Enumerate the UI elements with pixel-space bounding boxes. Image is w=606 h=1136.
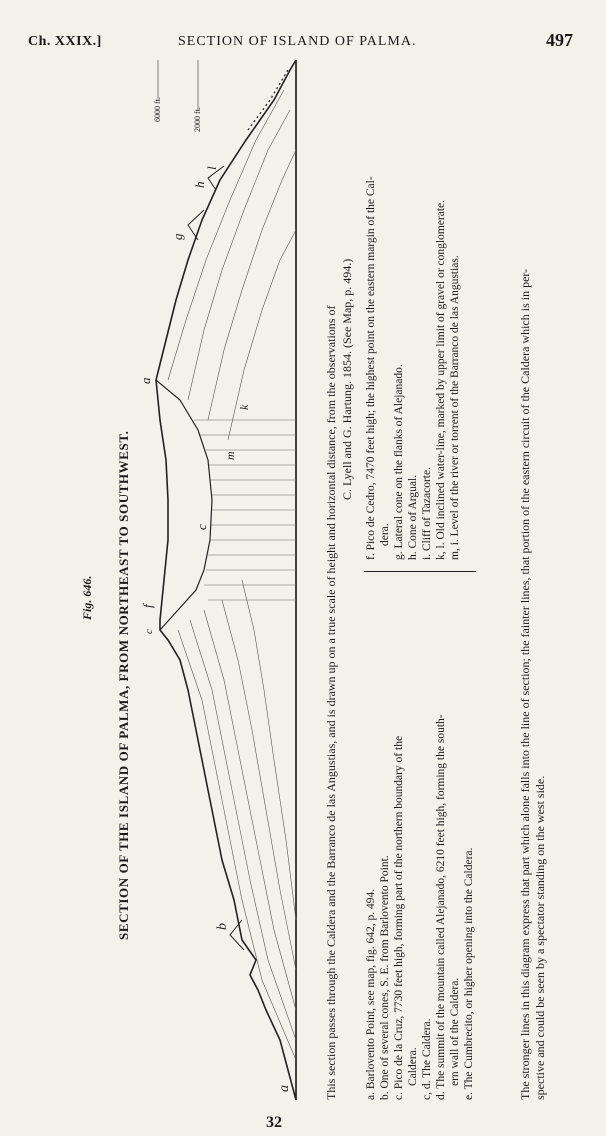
- label-c: c: [143, 629, 155, 634]
- signature-mark: 32: [266, 1114, 282, 1131]
- section-diagram: [138, 60, 308, 1100]
- legend-left-item: a. Barlovento Point, see map, fig. 642, p. 494.: [365, 888, 377, 1100]
- legend-right-item: m, i. Level of the river or torrent of the Barranco de las Angustias.: [449, 255, 461, 560]
- label-m: m: [223, 451, 237, 460]
- label-h: h: [192, 181, 207, 188]
- legend-left-item: c, d. The Caldera.: [421, 1018, 433, 1100]
- figure-label: Fig. 646.: [80, 575, 94, 620]
- description-line-1: This section passes through the Caldera and the Barranco de las Angustias, and is drawn up on a true scale of height and horizontal distance, from the observations of: [324, 305, 338, 1100]
- legend-left-item: Caldera.: [407, 1047, 419, 1086]
- legend-right-item: f. Pico de Cedro, 7470 feet high; the highest point on the eastern margin of the Cal-: [365, 176, 377, 560]
- label-a-top: a: [138, 377, 153, 384]
- legend-left: [364, 714, 476, 1100]
- running-title: SECTION OF ISLAND OF PALMA.: [178, 34, 417, 49]
- legend-right-item: i. Cliff of Tazacorte.: [421, 467, 433, 560]
- legend-right-item: dera.: [379, 523, 391, 546]
- legend-right-item: h. Cone of Argual.: [407, 474, 419, 560]
- page-number: 497: [546, 30, 573, 50]
- footnote-line-2: spective and could be seen by a spectator standing on the west side.: [533, 775, 547, 1100]
- legend-left-item: ern wall of the Caldera.: [449, 977, 461, 1086]
- legend-left-item: e. The Cumbrecito, or higher opening into the Caldera.: [463, 847, 475, 1100]
- label-b: b: [215, 923, 230, 930]
- description-line-2: C. Lyell and G. Hartung. 1854. (See Map, p. 494.): [340, 258, 354, 500]
- legend-left-item: b. One of several cones, S. E. from Barlovento Point.: [379, 855, 391, 1100]
- legend-right: [364, 176, 462, 560]
- legend-left-item: c. Pico de la Cruz, 7730 feet high, forming part of the northern boundary of the: [393, 735, 405, 1100]
- figure-title: SECTION OF THE ISLAND OF PALMA, FROM NORTHEAST TO SOUTHWEST.: [116, 430, 131, 940]
- chapter-label: Ch. XXIX.]: [28, 34, 102, 49]
- footnote-line-1: The stronger lines in this diagram express that part which alone falls into the line of section; the fainter lines, that portion of the eastern circuit of the Caldera which is in per-: [518, 268, 532, 1100]
- legend-right-item: g. Lateral cone on the flanks of Alejanado.: [393, 364, 405, 560]
- label-f: f: [140, 604, 155, 608]
- height-mark-2000: 2000 ft.: [193, 107, 202, 132]
- label-k: k: [237, 404, 251, 410]
- label-g: g: [170, 233, 185, 240]
- legend-divider: [364, 571, 476, 572]
- height-mark-6000: 6000 ft.: [153, 97, 162, 122]
- legend-right-item: k, l. Old inclined water-line, marked by upper limit of gravel or conglomerate.: [435, 200, 447, 560]
- label-c-inner: c: [194, 524, 209, 530]
- label-a: a: [277, 1085, 292, 1092]
- label-l: l: [204, 166, 219, 170]
- legend-left-item: d. The summit of the mountain called Alejanado, 6210 feet high, forming the south-: [435, 714, 447, 1100]
